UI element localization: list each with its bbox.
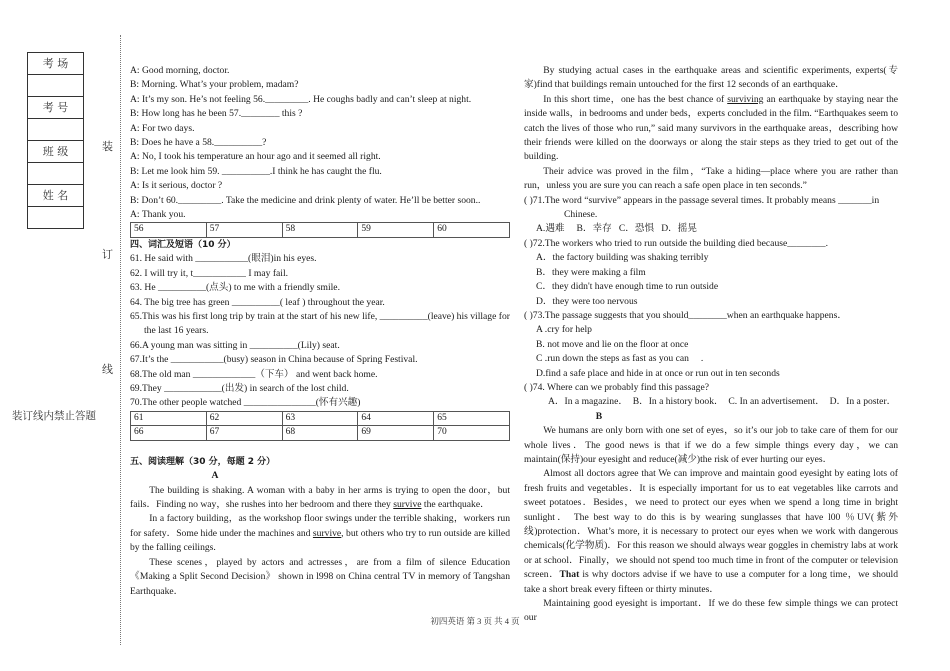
dialogue-line: B: Let me look him 59. __________.I think he has caught the flu. (130, 165, 382, 177)
answer-cell[interactable]: 64 (358, 411, 434, 426)
text: the earthquake． (421, 499, 490, 511)
question-options: A.遇难 B．幸存 C．恐惧 D．摇晃 (536, 223, 697, 235)
question-stem: ( )71.The word “survive” appears in the passage several times. It probably means _______in (524, 194, 880, 206)
text: Almost all doctors agree that We can improve and maintain good eyesight by eating lots of fresh fruits and vegetables．It is especially important for us to eat vegetables like carrots and sweet potatoes．Besides，we need to protect our eyes when we spend a long time in bright sunlight． The best way to do this is by wearing sunglasses that have l00 ％UV(紫外线)protection．What’s more, it is necessary to protect our eyes when we work with dangerous chemicals(化学物质)．For this reason we should always wear goggles in chemistry labs at work or at school．Finally，we should not spend too much time in front of the computer or television screen． (524, 468, 898, 581)
question-74 (524, 381, 898, 410)
answer-cell[interactable]: 67 (206, 426, 282, 441)
text: In this short time，one has the best chance of (543, 93, 728, 105)
answer-table-56-60 (130, 222, 510, 238)
question-options: A．In a magazine． B．In a history book． C. In an advertisement． D．In a poster． (548, 396, 897, 408)
answer-cell[interactable]: 59 (358, 223, 434, 238)
dialogue-line: A: Good morning, doctor. (130, 65, 230, 76)
answer-cell[interactable]: 56 (131, 223, 207, 238)
answer-cell[interactable]: 69 (358, 426, 434, 441)
text: The building is shaking. A woman with a baby in her arms is trying to open the door，but fails．Finding no way，she rushes into her bedroom and there they (130, 484, 510, 511)
dialogue-line: A: Is it serious, doctor ? (130, 180, 223, 192)
answer-cell[interactable]: 60 (434, 223, 510, 238)
vocab-item: 67.It’s the ___________(busy) season in China because of Spring Festival. (130, 354, 418, 366)
text: an earthquake by staying near the inside walls，in bedrooms and under beds，experts concluded in the film. “Earthquakes seem to catch the lives of those who run,” said many survivors in the earthquake areas，describing how their friends were killed on the doorways or along the stair steps as they tried to get out of the building. (524, 93, 898, 163)
dialogue-line: A: No, I took his temperature an hour ago and it seemed all right. (130, 151, 381, 163)
question-stem: ( )73.The passage suggests that you should________when an earthquake happens． (524, 309, 847, 321)
option: D．they were too nervous (536, 295, 638, 307)
page-footer: 初四英语 第 3 页 共 4 页 (430, 616, 520, 626)
binding-char: 订 (102, 248, 113, 261)
answer-table-61-70 (130, 411, 510, 441)
vocab-item: 64. The big tree has green __________( leaf ) throughout the year. (130, 296, 385, 308)
dialogue-line: B: Morning. What’s your problem, madam? (130, 79, 299, 91)
exam-room-field[interactable] (28, 75, 83, 97)
passage-paragraph (130, 484, 510, 513)
option: A．the factory building was shaking terribly (536, 252, 709, 264)
vocab-item: 65.This was his first long trip by train at the start of his new life, __________(leave) his village for the last 16 years. (130, 311, 510, 337)
passage-paragraph: By studying actual cases in the earthquake areas and scientific experiments, experts(专家)find that buildings remain untouched for the first 12 seconds of an earthquake． (524, 65, 898, 91)
section-4-title: 四、词汇及短语（10 分） (130, 239, 236, 250)
exam-room-label: 考 场 (28, 53, 83, 75)
dialogue-line: B: Don’t 60._________. Take the medicine and drink plenty of water. He’ll be better soon.. (130, 194, 481, 206)
question-stem: ( )74. Where can we probably find this passage? (524, 381, 709, 393)
text: is why doctors advise if we have to use a computer for a long time，we should take a short break every fifteen or thirty minutes． (524, 569, 898, 595)
option: D.find a safe place and hide in at once or run out in ten seconds (536, 367, 780, 379)
vocab-item: 69.They ____________(出发) in search of the lost child. (130, 383, 349, 395)
text: In a factory building，as the workshop floor swings under the terrible shaking，workers run for safety．Some hide under the machines and (130, 513, 510, 539)
name-field[interactable] (28, 207, 83, 228)
question-stem-continued: Chinese. (564, 209, 598, 221)
binding-notice: 装订线内禁止答题 (12, 410, 96, 422)
underlined-word: surviving (727, 93, 764, 105)
exam-number-label: 考 号 (28, 97, 83, 119)
option: C．they didn't have enough time to run outside (536, 281, 719, 293)
class-field[interactable] (28, 163, 83, 185)
vocab-item: 62. I will try it, t___________ I may fail. (130, 267, 289, 279)
question-71 (524, 194, 898, 237)
right-column (524, 64, 898, 626)
name-label: 姓 名 (28, 185, 83, 207)
answer-cell[interactable]: 70 (434, 426, 510, 441)
passage-paragraph: Their advice was proved in the film，“Take a hiding—place where you are rather than run，unless you are sure you can reach a safe open place in ten seconds.” (524, 165, 898, 192)
vocab-item: 70.The other people watched _______________(怀有兴趣) (130, 397, 361, 409)
student-info-box (27, 52, 84, 229)
text: , but others who try to run outside are killed by the falling ceilings. (130, 527, 510, 554)
option: A .cry for help (536, 324, 592, 336)
vocab-item: 63. He __________(点头) to me with a friendly smile. (130, 282, 340, 294)
option: B. not move and lie on the floor at once (536, 338, 689, 350)
vocab-item: 61. He said with ___________(眼泪)in his eyes. (130, 253, 317, 265)
binding-line (120, 35, 121, 645)
underlined-word: survive (312, 527, 342, 539)
question-stem: ( )72.The workers who tried to run outside the building died because________. (524, 237, 829, 249)
answer-cell[interactable]: 58 (282, 223, 358, 238)
answer-cell[interactable]: 66 (131, 426, 207, 441)
passage-paragraph: We humans are only born with one set of eyes，so it’s our job to take care of them for our whole lives．The good news is that if we do a few simple things every day，we can maintain(保持)our eyesight and reduce(减少)the risk of ever hurting our eyes． (524, 425, 898, 465)
binding-char: 线 (102, 363, 113, 376)
question-73 (524, 309, 898, 381)
passage-a-title: A (211, 470, 219, 482)
left-column (130, 64, 510, 599)
passage-b-title: B (595, 410, 603, 422)
passage-paragraph (524, 467, 898, 597)
vocab-item: 68.The old man _____________（下车） and went back home. (130, 368, 378, 380)
option: B．they were making a film (536, 266, 646, 278)
dialogue-line: A: It’s my son. He’s not feeling 56._________. He coughs badly and can’t sleep at night. (130, 93, 472, 105)
answer-cell[interactable]: 65 (434, 411, 510, 426)
exam-number-field[interactable] (28, 119, 83, 141)
dialogue-line: A: For two days. (130, 122, 195, 134)
dialogue-line: B: Does he have a 58.__________? (130, 137, 267, 149)
bold-word: That (559, 569, 580, 581)
passage-paragraph: Maintaining good eyesight is important．If we do these few simple things we can protect our (524, 598, 898, 624)
answer-cell[interactable]: 63 (282, 411, 358, 426)
question-72 (524, 237, 898, 309)
vocab-items (130, 252, 510, 410)
answer-cell[interactable]: 57 (206, 223, 282, 238)
passage-paragraph (524, 93, 898, 165)
passage-paragraph: These scenes，played by actors and actresses，are from a film of silence Education《Making a Split Second Decision》 shown in l998 on China central TV in memory of Tangshan Earthquake． (130, 556, 510, 597)
answer-cell[interactable]: 62 (206, 411, 282, 426)
dialogue-line: B: How long has he been 57.________ this ? (130, 108, 303, 120)
dialogue (130, 64, 510, 222)
section-5-title: 五、阅读理解（30 分，每题 2 分） (130, 456, 276, 467)
dialogue-line: A: Thank you. (130, 209, 186, 221)
class-label: 班 级 (28, 141, 83, 163)
passage-paragraph (130, 512, 510, 555)
vocab-item: 66.A young man was sitting in __________(Lily) seat. (130, 339, 340, 351)
answer-cell[interactable]: 68 (282, 426, 358, 441)
option: C .run down the steps as fast as you can . (536, 353, 704, 365)
binding-char: 装 (102, 140, 113, 153)
underlined-word: survive (393, 499, 422, 511)
answer-cell[interactable]: 61 (131, 411, 207, 426)
